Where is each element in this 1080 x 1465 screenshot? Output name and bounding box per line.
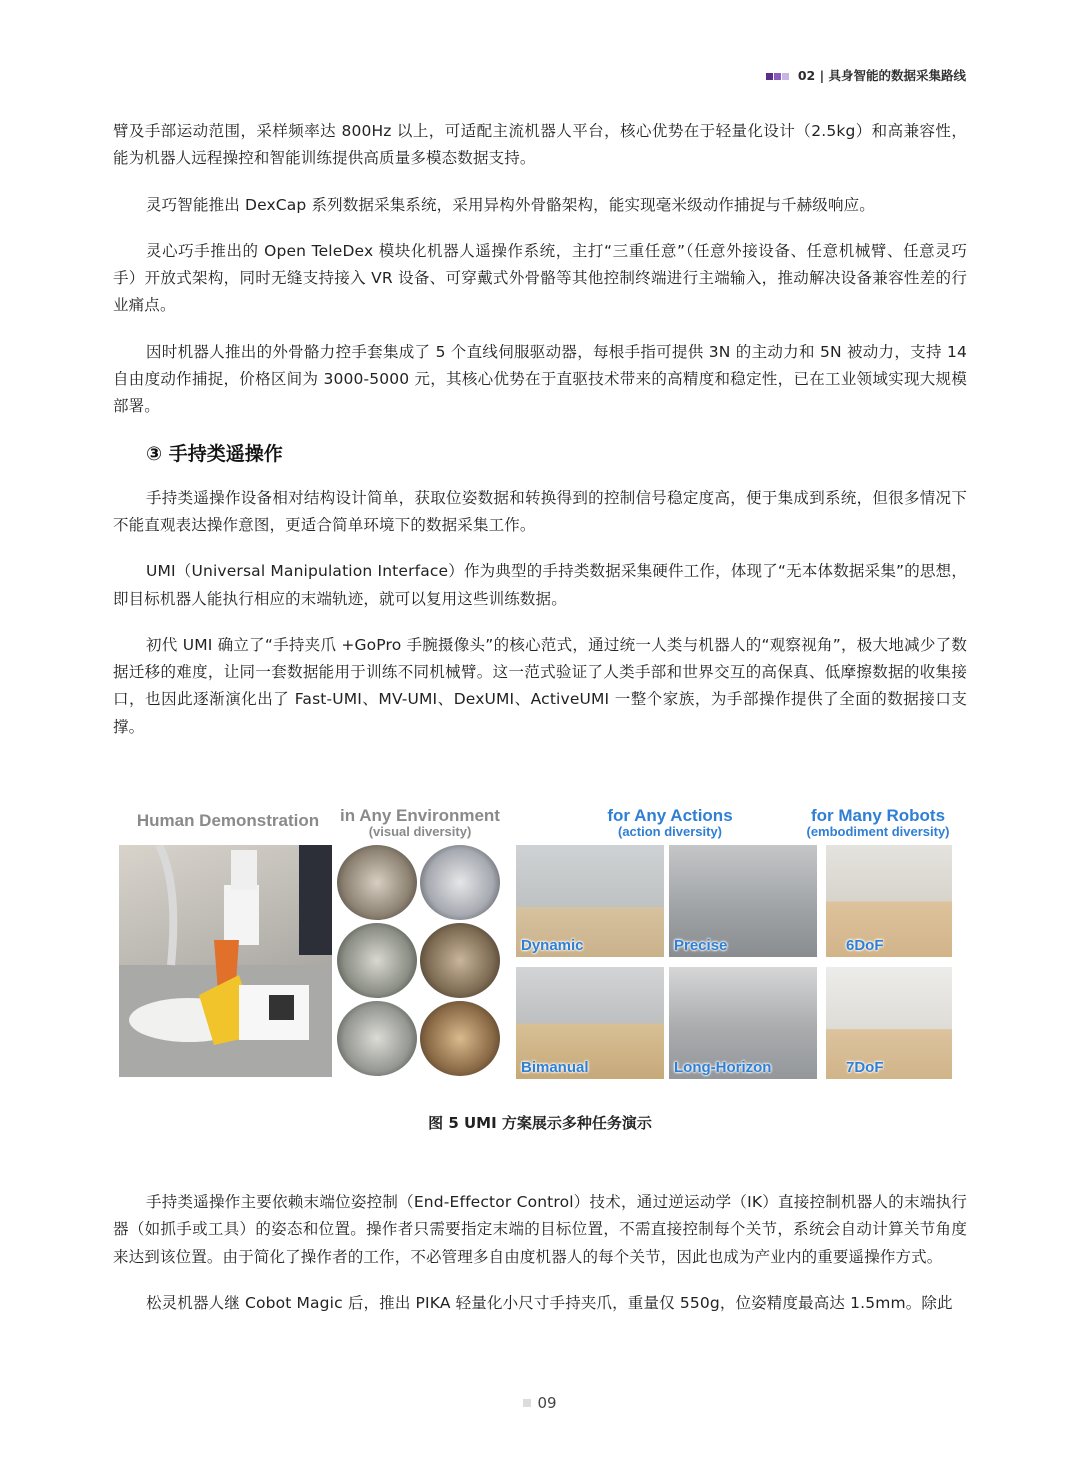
marker-square-1: [766, 73, 773, 80]
paragraph: UMI（Universal Manipulation Interface）作为典型的手持类数据采集硬件工作，体现了“无本体数据采集”的思想，即目标机器人能执行相应的末端轨迹，就可以复用这些训练数据。: [113, 562, 967, 608]
paragraph: 灵巧智能推出 DexCap 系列数据采集系统，采用异构外骨骼架构，能实现毫米级动作捕捉与千赫级响应。: [146, 195, 875, 214]
paragraph: 松灵机器人继 Cobot Magic 后，推出 PIKA 轻量化小尺寸手持夹爪，重量仅 550g，位姿精度最高达 1.5mm。除此: [146, 1293, 953, 1312]
paragraph: 初代 UMI 确立了“手持夹爪 +GoPro 手腕摄像头”的核心范式，通过统一人类与机器人的“观察视角”，极大地减少了数据迁移的难度，让同一套数据能用于训练不同机械臂。这一范式验证了人类手部和世界交互的高保真、低摩擦数据的收集接口，也因此逐渐演化出了 Fast-UMI、MV-UMI、DexUMI、ActiveUMI 一整个家族，为手部操作提供了全面的数据接口支撑。: [113, 635, 967, 736]
tile-long-horizon: [669, 967, 817, 1079]
fisheye-view-5: [337, 1001, 417, 1076]
tile-6dof: [826, 845, 952, 957]
label-actions-sub: (action diversity): [617, 824, 723, 839]
figure-label-human: Human Demonstration: [136, 811, 320, 830]
label-robots-title: for Many Robots: [810, 806, 946, 825]
label-env-sub: (visual diversity): [368, 824, 472, 839]
fisheye-view-3: [337, 923, 417, 998]
fisheye-view-6: [420, 1001, 500, 1076]
marker-square-3: [782, 73, 789, 80]
page-number: [0, 1394, 1080, 1412]
figure-caption: 图 5 UMI 方案展示多种任务演示: [428, 1114, 652, 1132]
fisheye-view-1: [337, 845, 417, 920]
paragraph: 因时机器人推出的外骨骼力控手套集成了 5 个直线伺服驱动器，每根手指可提供 3N 的主动力和 5N 被动力，支持 14 自由度动作捕捉，价格区间为 3000-5000 元，其核心优势在于直驱技术带来的高精度和稳定性，已在工业领域实现大规模部署。: [113, 342, 967, 416]
umi-figure: [117, 800, 953, 1082]
main-content: [113, 118, 967, 760]
human-demo-photo: [119, 845, 332, 1077]
figure-label-env: [335, 807, 505, 840]
main-content-bottom: [113, 1189, 967, 1336]
tile-label: Precise: [674, 937, 728, 954]
tile-bimanual: [516, 967, 664, 1079]
paragraph: 手持类遥操作设备相对结构设计简单，获取位姿数据和转换得到的控制信号稳定度高，便于集成到系统，但很多情况下不能直观表达操作意图，更适合简单环境下的数据采集工作。: [113, 488, 967, 534]
fisheye-view-4: [420, 923, 500, 998]
paragraph: 灵心巧手推出的 Open TeleDex 模块化机器人遥操作系统，主打“三重任意”（任意外接设备、任意机械臂、任意灵巧手）开放式架构，同时无缝支持接入 VR 设备、可穿戴式外骨骼等其他控制终端进行主端输入，推动解决设备兼容性差的行业痛点。: [113, 241, 967, 315]
tile-precise: [669, 845, 817, 957]
running-header: [766, 66, 966, 84]
tile-7dof: [826, 967, 952, 1079]
section-heading: ③ 手持类遥操作: [146, 442, 283, 465]
label-robots-sub: (embodiment diversity): [806, 824, 950, 839]
marker-square-2: [774, 73, 781, 80]
figure-label-actions: [587, 807, 753, 840]
paragraph: 手持类遥操作主要依赖末端位姿控制（End-Effector Control）技术，通过逆运动学（IK）直接控制机器人的末端执行器（如抓手或工具）的姿态和位置。操作者只需要指定末端的目标位置，不需直接控制每个关节，系统会自动计算关节角度来达到该位置。由于简化了操作者的工作，不必管理多自由度机器人的每个关节，因此也成为产业内的重要遥操作方式。: [113, 1193, 967, 1266]
page-number-text: 09: [537, 1394, 557, 1412]
tile-label: Dynamic: [521, 937, 584, 954]
header-section-text: 02 | 具身智能的数据采集路线: [797, 68, 966, 83]
tile-label: 6DoF: [846, 937, 884, 954]
page-number-marker: [523, 1399, 531, 1407]
human-demo-illustration: [119, 845, 332, 1077]
tile-dynamic: [516, 845, 664, 957]
figure-label-robots: [803, 807, 953, 840]
fisheye-view-2: [420, 845, 500, 920]
label-env-title: in Any Environment: [340, 806, 500, 825]
section-marker: [766, 68, 790, 83]
label-actions-title: for Any Actions: [607, 806, 733, 825]
tile-label: 7DoF: [846, 1059, 884, 1076]
paragraph: 臂及手部运动范围，采样频率达 800Hz 以上，可适配主流机器人平台，核心优势在于轻量化设计（2.5kg）和高兼容性，能为机器人远程操控和智能训练提供高质量多模态数据支持。: [113, 122, 967, 168]
tile-label: Long-Horizon: [674, 1059, 772, 1076]
tile-label: Bimanual: [521, 1059, 589, 1076]
